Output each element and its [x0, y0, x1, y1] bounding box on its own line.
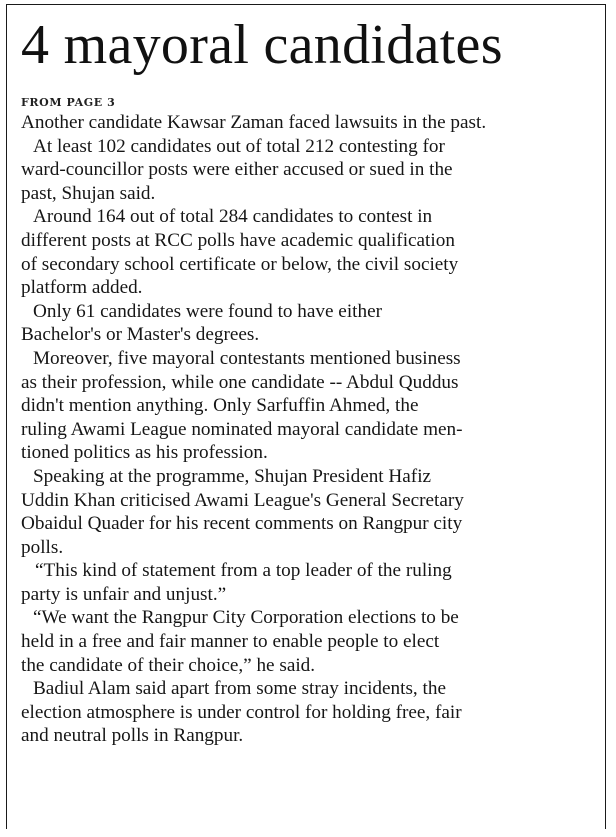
- article-line: “We want the Rangpur City Corporation elections to be: [33, 607, 459, 629]
- article-line: Obaidul Quader for his recent comments on Rangpur city: [21, 513, 463, 535]
- article-line: of secondary school certificate or below, the civil society: [21, 253, 459, 275]
- news-clipping: [6, 4, 606, 829]
- article-line: didn't mention anything. Only Sarfuffin Ahmed, the: [21, 395, 419, 417]
- article-line: different posts at RCC polls have academic qualification: [21, 229, 455, 251]
- article-line: as their profession, while one candidate -- Abdul Quddus: [21, 371, 459, 393]
- article-line: Badiul Alam said apart from some stray incidents, the: [33, 678, 446, 700]
- headline: 4 mayoral candidates: [21, 14, 503, 76]
- article-line: Speaking at the programme, Shujan President Hafiz: [33, 465, 432, 487]
- article-line: ruling Awami League nominated mayoral candidate men-: [21, 418, 463, 440]
- article-line: and neutral polls in Rangpur.: [21, 725, 244, 747]
- article-body: [21, 111, 616, 748]
- article-line: Bachelor's or Master's degrees.: [21, 324, 260, 346]
- article-line: election atmosphere is under control for holding free, fair: [21, 701, 462, 723]
- continued-from-label: FROM PAGE 3: [21, 96, 116, 109]
- article-line: the candidate of their choice,” he said.: [21, 654, 316, 676]
- article-line: held in a free and fair manner to enable people to elect: [21, 631, 440, 653]
- article-line: Moreover, five mayoral contestants mentioned business: [33, 347, 461, 369]
- article-line: ward-councillor posts were either accused or sued in the: [21, 159, 453, 181]
- article-line: At least 102 candidates out of total 212 contesting for: [33, 135, 445, 157]
- article-line: Around 164 out of total 284 candidates to contest in: [33, 206, 433, 228]
- article-line: Only 61 candidates were found to have either: [33, 300, 382, 322]
- article-line: polls.: [21, 536, 64, 558]
- article-line: Uddin Khan criticised Awami League's General Secretary: [21, 489, 464, 511]
- article-line: Another candidate Kawsar Zaman faced lawsuits in the past.: [21, 112, 487, 133]
- article-line: past, Shujan said.: [21, 182, 156, 204]
- article-line: platform added.: [21, 277, 143, 299]
- article-line: “This kind of statement from a top leader of the ruling: [35, 560, 452, 582]
- article-line: tioned politics as his profession.: [21, 442, 268, 464]
- article-line: party is unfair and unjust.”: [21, 583, 227, 605]
